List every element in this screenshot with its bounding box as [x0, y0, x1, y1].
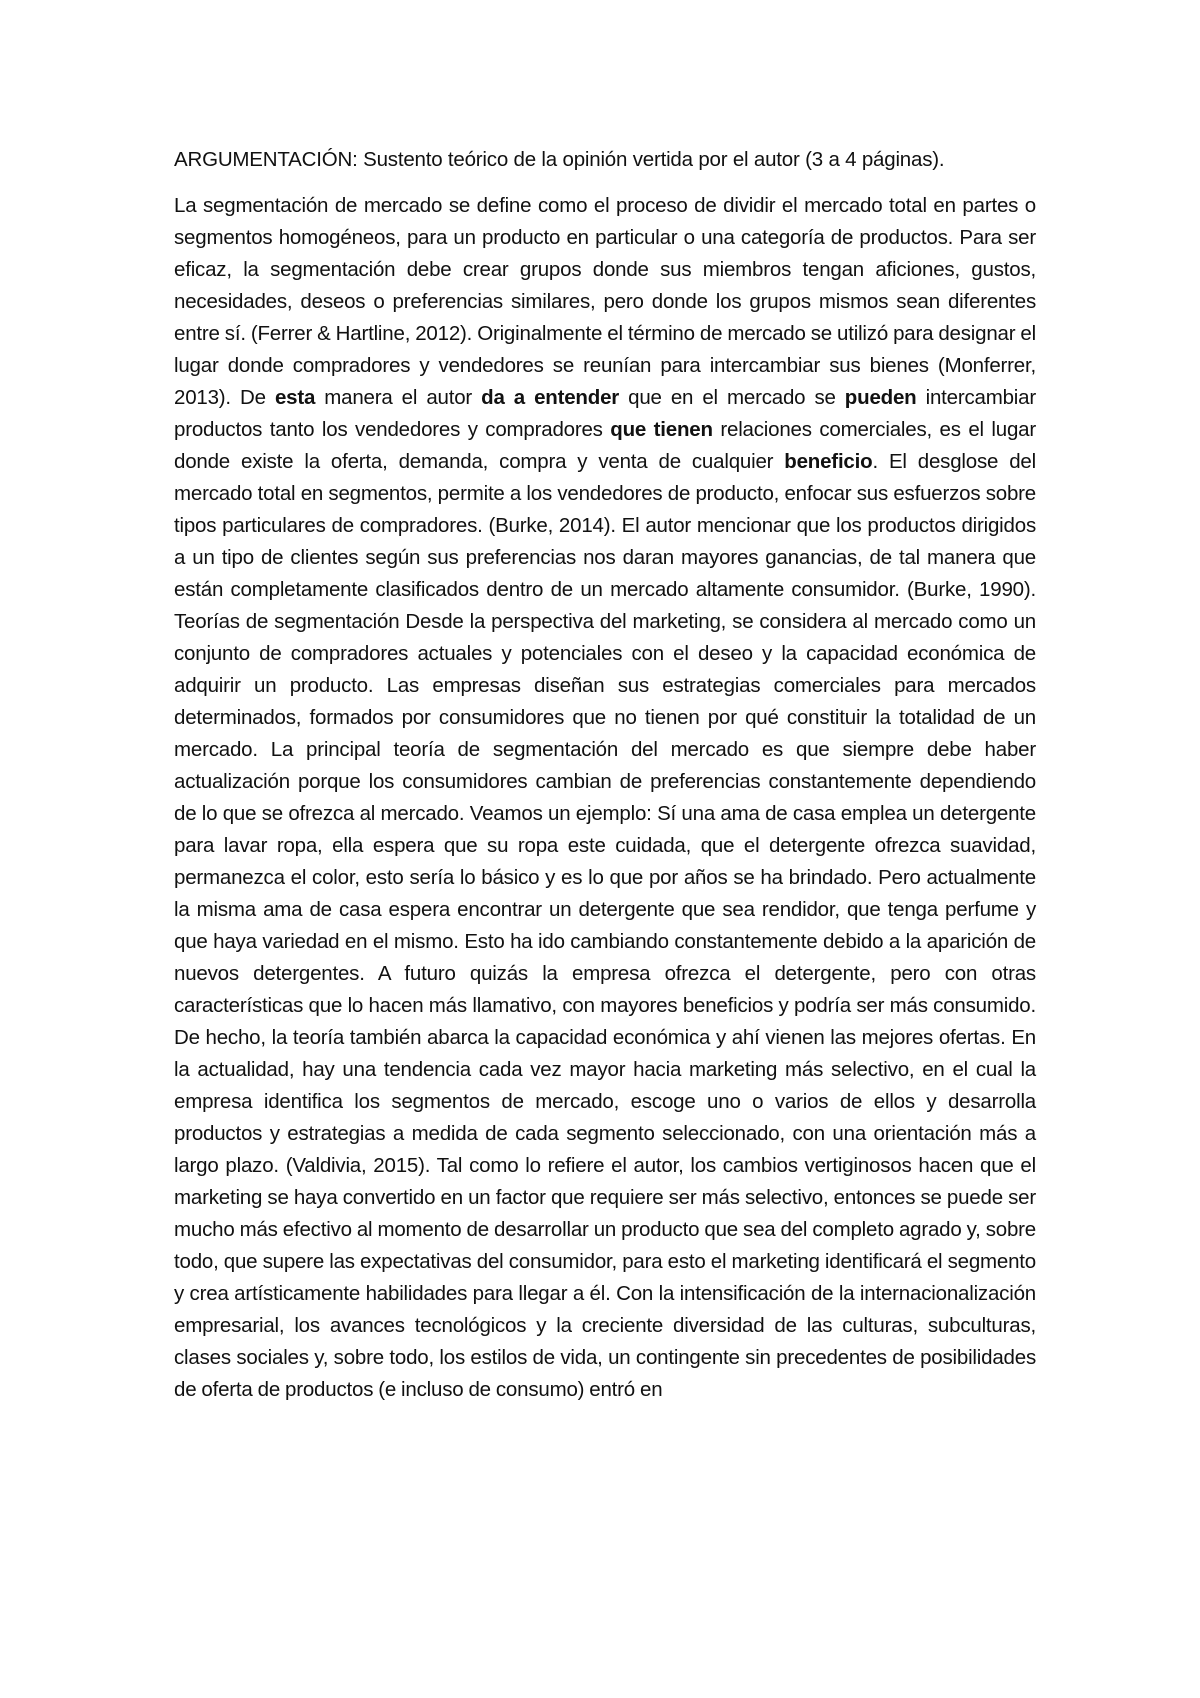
text-run: La segmentación de mercado se define como el proceso de dividir el mercado total en partes o segmentos homogéneos, para un producto en particular o una categoría de productos. Para ser eficaz, la segmentación debe crear grupos donde sus miembros tengan aficiones, gustos, necesidades, deseos o preferencias similares, pero donde los grupos mismos sean diferentes entre sí. (Ferrer & Hartline, 2012). Originalmente el término de mercado se utilizó para designar el lugar donde compradores y vendedores se reunían para intercambiar sus bienes (Monferrer, 2013). De [174, 194, 1036, 409]
text-run: que en el mercado se [619, 386, 845, 409]
document-content [174, 144, 1036, 1406]
bold-text-run: da a entender [481, 386, 620, 409]
body-paragraph [174, 190, 1036, 1406]
bold-text-run: que tienen [610, 418, 713, 441]
text-run: relaciones comerciales, es el lugar donde existe la oferta, demanda, compra y venta de cualquier [174, 418, 1036, 473]
text-run: intercambiar productos tanto los vendedores y compradores [174, 386, 1036, 441]
bold-text-run: esta [274, 386, 316, 409]
text-run: . El desglose del mercado total en segmentos, permite a los vendedores de producto, enfocar sus esfuerzos sobre tipos particulares de compradores. (Burke, 2014). El autor mencionar que los productos dirigidos a un tipo de clientes según sus preferencias nos daran mayores ganancias, de tal manera que están completamente clasificados dentro de un mercado altamente consumidor. (Burke, 1990). Teorías de segmentación Desde la perspectiva del marketing, se considera al mercado como un conjunto de compradores actuales y potenciales con el deseo y la capacidad económica de adquirir un producto. Las empresas diseñan sus estrategias comerciales para mercados determinados, formados por consumidores que no tienen por qué constituir la totalidad de un mercado. La principal teoría de segmentación del mercado es que siempre debe haber actualización porque los consumidores cambian de preferencias constantemente dependiendo de lo que se ofrezca al mercado. Veamos un ejemplo: Sí una ama de casa emplea un detergente para lavar ropa, ella espera que su ropa este cuidada, que el detergente ofrezca suavidad, permanezca el color, esto sería lo básico y es lo que por años se ha brindado. Pero actualmente la misma ama de casa espera encontrar un detergente que sea rendidor, que tenga perfume y que haya variedad en el mismo. Esto ha ido cambiando constantemente debido a la aparición de nuevos detergentes. A futuro quizás la empresa ofrezca el detergente, pero con otras características que lo hacen más llamativo, con mayores beneficios y podría ser más consumido. De hecho, la teoría también abarca la capacidad económica y ahí vienen las mejores ofertas. En la actualidad, hay una tendencia cada vez mayor hacia marketing más selectivo, en el cual la empresa identifica los segmentos de mercado, escoge uno o varios de ellos y desarrolla productos y estrategias a medida de cada segmento seleccionado, con una orientación más a largo plazo. (Valdivia, 2015). Tal como lo refiere el autor, los cambios vertiginosos hacen que el marketing se haya convertido en un factor que requiere ser más selectivo, entonces se puede ser mucho más efectivo al momento de desarrollar un producto que sea del completo agrado y, sobre todo, que supere las expectativas del consumidor, para esto el marketing identificará el segmento y crea artísticamente habilidades para llegar a él. Con la intensificación de la internacionalización empresarial, los avances tecnológicos y la creciente diversidad de las culturas, subculturas, clases sociales y, sobre todo, los estilos de vida, un contingente sin precedentes de posibilidades de oferta de productos (e incluso de consumo) entró en [174, 450, 1036, 1401]
section-heading: ARGUMENTACIÓN: Sustento teórico de la opinión vertida por el autor (3 a 4 páginas). [174, 148, 945, 171]
bold-text-run: pueden [844, 386, 917, 409]
bold-text-run: beneficio [784, 450, 873, 473]
text-run: manera el autor [315, 386, 482, 409]
